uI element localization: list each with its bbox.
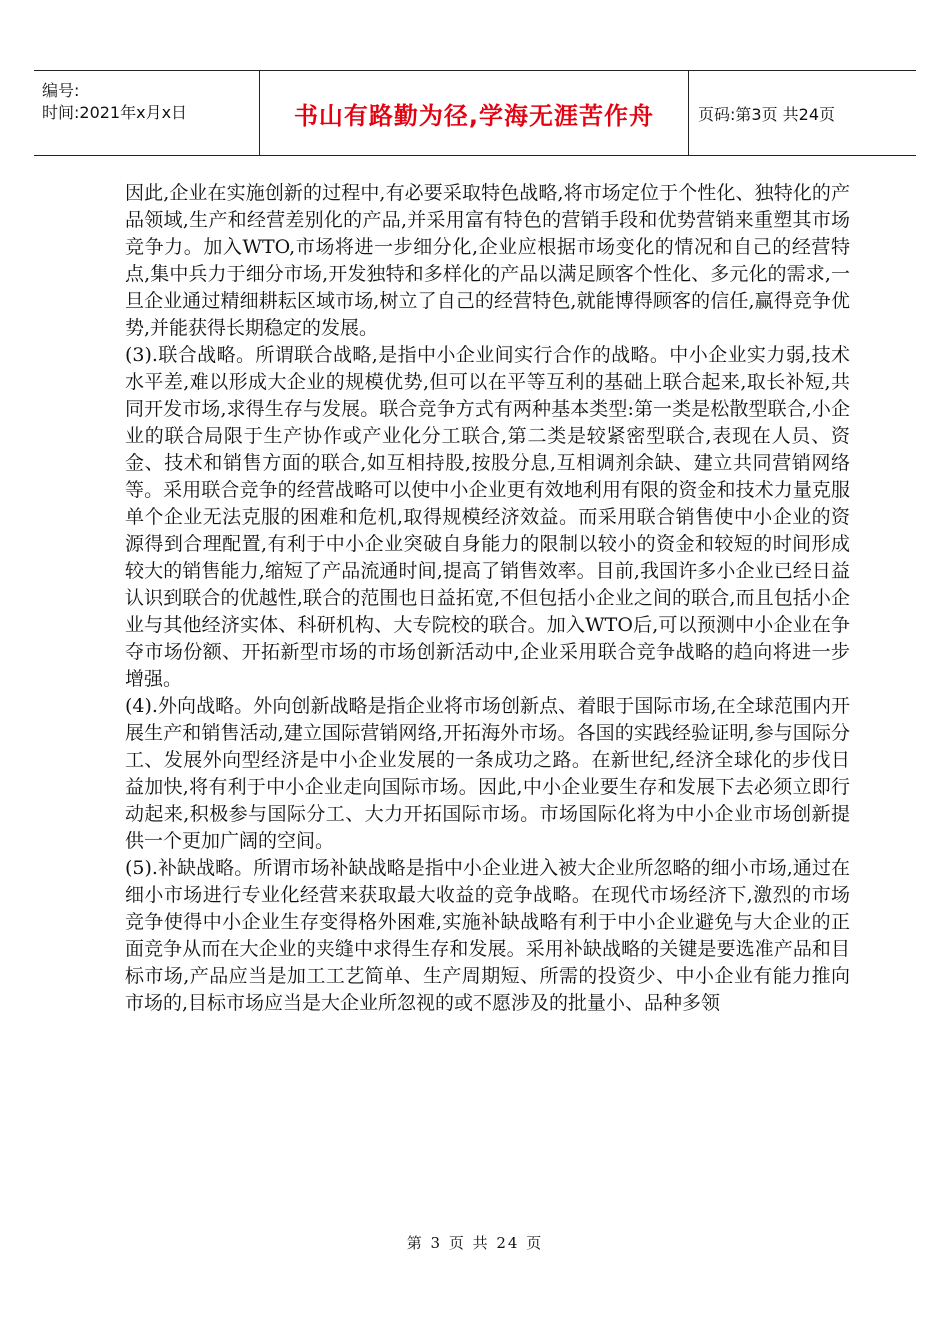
paragraph-niche-strategy: (5).补缺战略。所谓市场补缺战略是指中小企业进入被大企业所忽略的细小市场,通过在细小市场进行专业化经营来获取最大收益的竞争战略。在现代市场经济下,激烈的市场竞争使得中小企业生存变得格外困难,实施补缺战略有利于中小企业避免与大企业的正面竞争从而在大企业的夹缝中求得生存和发展。采用补缺战略的关键是要选准产品和目标市场,产品应当是加工工艺简单、生产周期短、所需的投资少、中小企业有能力推向市场的,目标市场应当是大企业所忽视的或不愿涉及的批量小、品种多领	[125, 857, 850, 1014]
page-header	[34, 70, 916, 156]
paragraph-intro: 因此,企业在实施创新的过程中,有必要采取特色战略,将市场定位于个性化、独特化的产品领域,生产和经营差别化的产品,并采用富有特色的营销手段和优势营销来重塑其市场竞争力。加入WTO,市场将进一步细分化,企业应根据市场变化的情况和自己的经营特点,集中兵力于细分市场,开发独特和多样化的产品以满足顾客个性化、多元化的需求,一旦企业通过精细耕耘区域市场,树立了自己的经营特色,就能博得顾客的信任,赢得竞争优势,并能获得长期稳定的发展。	[125, 182, 850, 339]
paragraph-joint-strategy: (3).联合战略。所谓联合战略,是指中小企业间实行合作的战略。中小企业实力弱,技术水平差,难以形成大企业的规模优势,但可以在平等互利的基础上联合起来,取长补短,共同开发市场,求得生存与发展。联合竞争方式有两种基本类型:第一类是松散型联合,小企业的联合局限于生产协作或产业化分工联合,第二类是较紧密型联合,表现在人员、资金、技术和销售方面的联合,如互相持股,按股分息,互相调剂余缺、建立共同营销网络等。采用联合竞争的经营战略可以使中小企业更有效地利用有限的资金和技术力量克服单个企业无法克服的困难和危机,取得规模经济效益。而采用联合销售使中小企业的资源得到合理配置,有利于中小企业突破自身能力的限制以较小的资金和较短的时间形成较大的销售能力,缩短了产品流通时间,提高了销售效率。目前,我国许多小企业已经日益认识到联合的优越性,联合的范围也日益拓宽,不但包括小企业之间的联合,而且包括小企业与其他经济实体、科研机构、大专院校的联合。加入WTO后,可以预测中小企业在争夺市场份额、开拓新型市场的市场创新活动中,企业采用联合竞争战略的趋向将进一步增强。	[125, 344, 850, 690]
header-page-label: 页码:第3页 共24页	[698, 104, 836, 124]
header-motto: 书山有路勤为径,学海无涯苦作舟	[293, 101, 655, 130]
document-number-label: 编号:	[42, 81, 80, 100]
page-footer: 第 3 页 共 24 页	[406, 1234, 544, 1252]
header-divider-right	[688, 70, 689, 156]
paragraph-outward-strategy: (4).外向战略。外向创新战略是指企业将市场创新点、着眼于国际市场,在全球范围内开展生产和销售活动,建立国际营销网络,开拓海外市场。各国的实践经验证明,参与国际分工、发展外向型经济是中小企业发展的一条成功之路。在新世纪,经济全球化的步伐日益加快,将有利于中小企业走向国际市场。因此,中小企业要生存和发展下去必须立即行动起来,积极参与国际分工、大力开拓国际市场。市场国际化将为中小企业市场创新提供一个更加广阔的空间。	[125, 695, 850, 852]
document-time-label: 时间:2021年x月x日	[42, 103, 188, 122]
document-body	[125, 180, 850, 1017]
header-meta	[42, 80, 257, 124]
